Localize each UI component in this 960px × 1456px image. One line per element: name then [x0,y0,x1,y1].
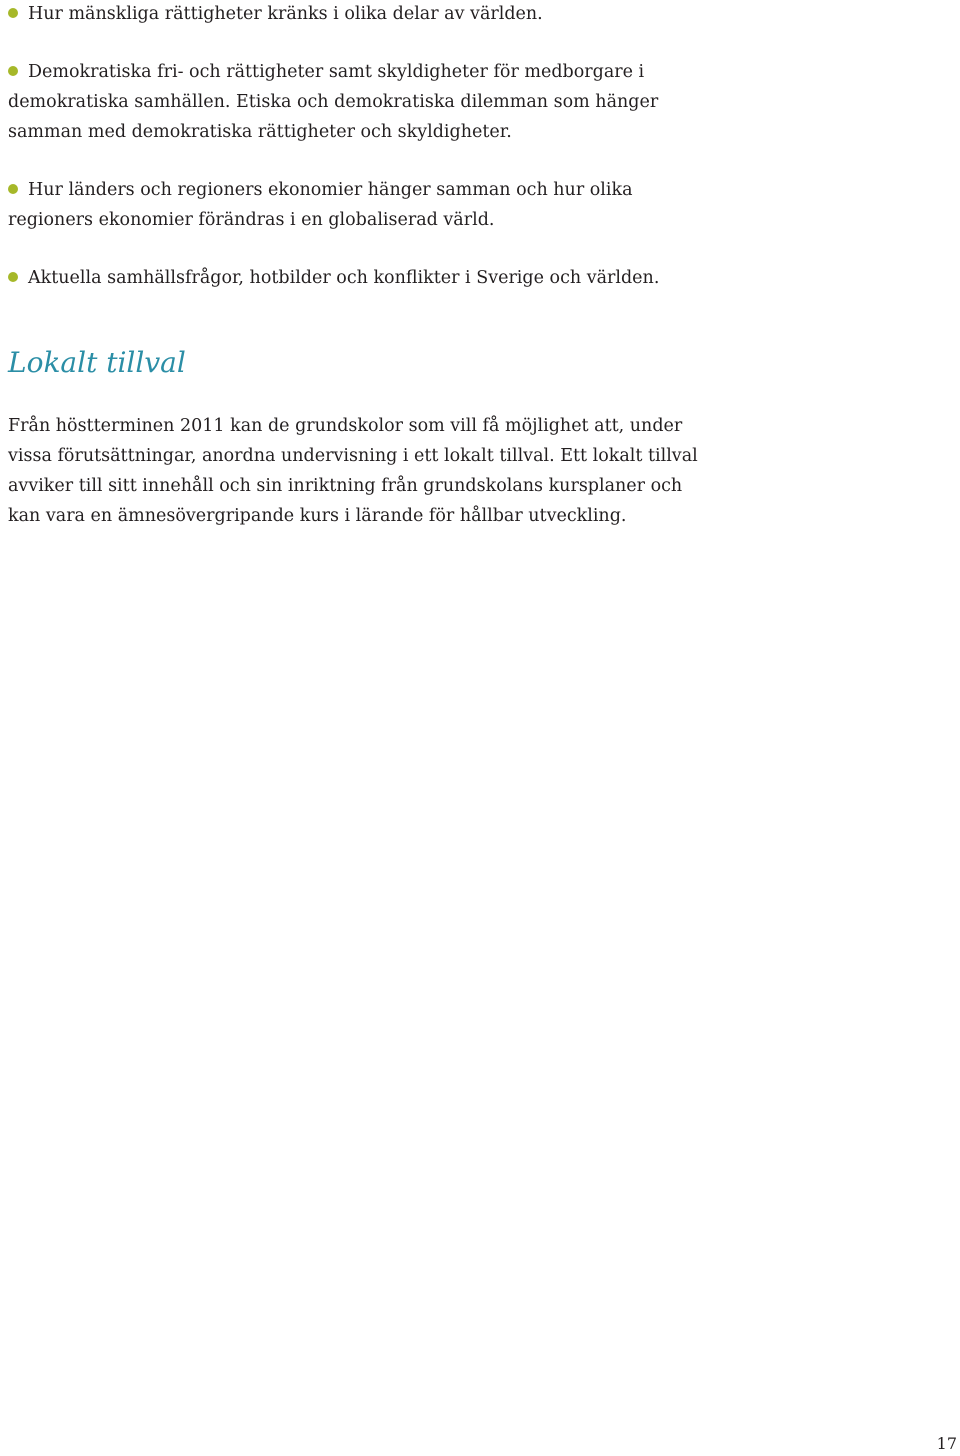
list-item [8,263,698,293]
bullet-dot-icon [8,184,18,194]
list-item [8,57,698,147]
bullet-dot-icon [8,8,18,18]
list-item [8,0,698,29]
bullet-text: Hur länders och regioners ekonomier hänger samman och hur olika regioners ekonomier förändras i en globaliserad värld. [8,180,633,230]
list-item [8,175,698,235]
bullet-text: Demokratiska fri- och rättigheter samt skyldigheter för medborgare i demokratiska samhällen. Etiska och demokratiska dilemman som hänger samman med demokratiska rättigheter och skyldigheter. [8,62,659,142]
bullet-dot-icon [8,66,18,76]
bullet-text: Aktuella samhällsfrågor, hotbilder och konflikter i Sverige och världen. [28,268,660,288]
section-paragraph: Från höstterminen 2011 kan de grundskolor som vill få möjlighet att, under vissa förutsättningar, anordna undervisning i ett lokalt tillval. Ett lokalt tillval avviker till sitt innehåll och sin inriktning från grundskolans kursplaner och kan vara en ämnesövergripande kurs i lärande för hållbar utveckling. [8,416,698,526]
section-heading: Lokalt tillval [8,346,186,379]
bullet-text: Hur mänskliga rättigheter kränks i olika delar av världen. [28,4,543,24]
page-number: 17 [936,1434,957,1453]
bullet-dot-icon [8,272,18,282]
